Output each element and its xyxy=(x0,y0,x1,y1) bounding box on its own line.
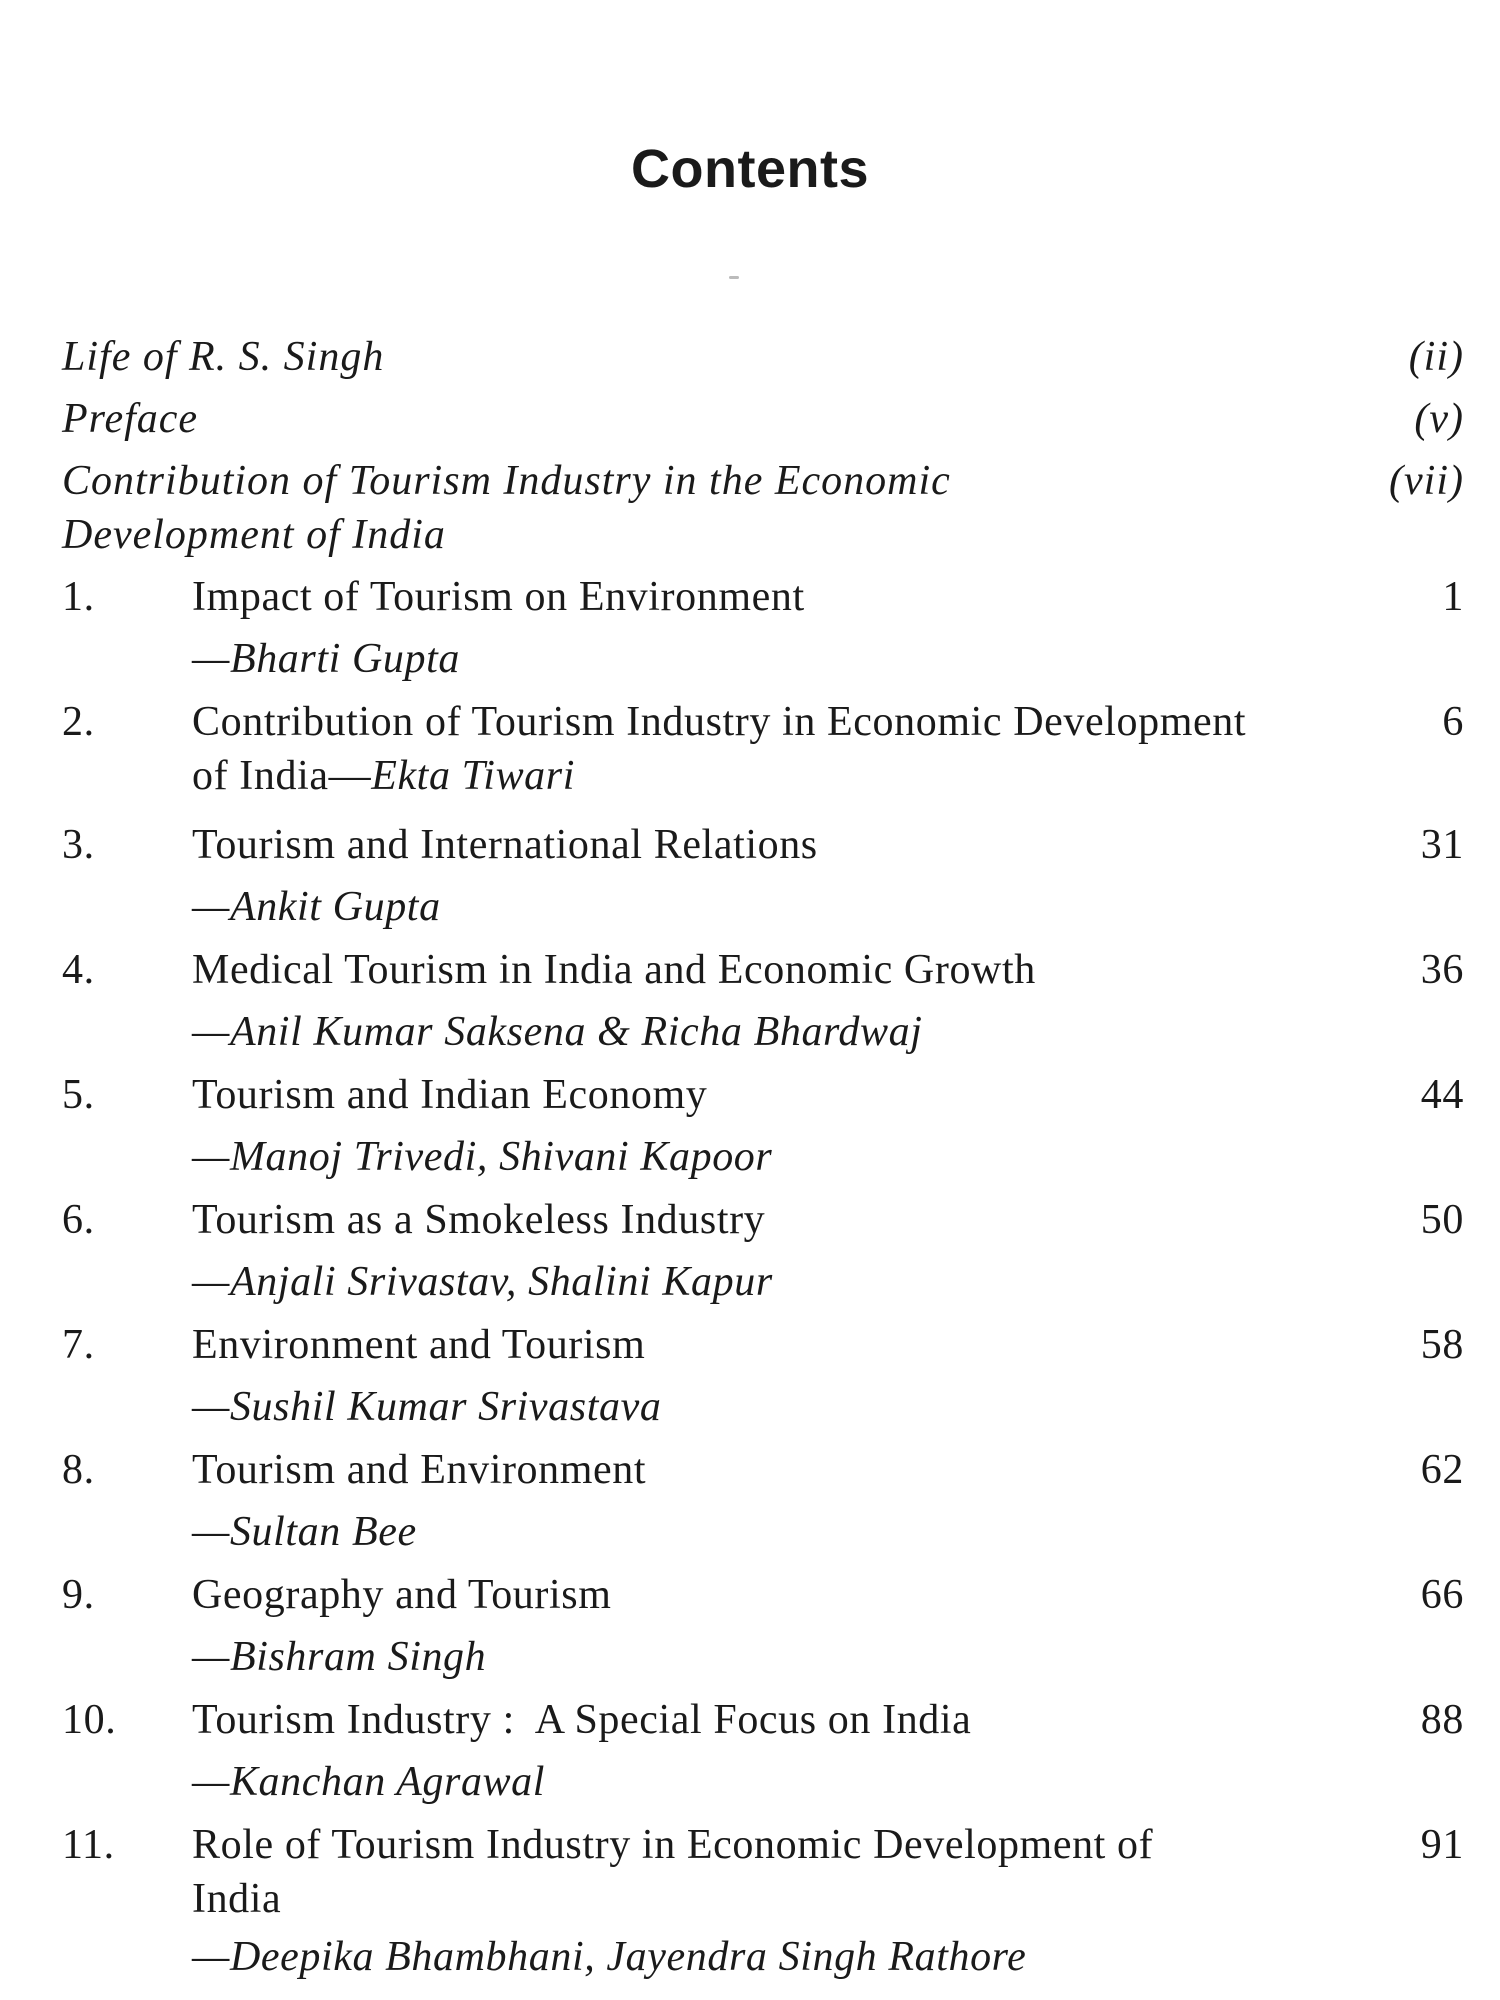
chapter-number: 10. xyxy=(62,1697,117,1743)
toc-chapter-2[interactable] xyxy=(62,695,1464,803)
chapter-author: —Anil Kumar Saksena & Richa Bhardwaj xyxy=(192,1009,923,1055)
chapter-number: 6. xyxy=(62,1197,95,1243)
chapter-title: Tourism as a Smokeless Industry xyxy=(192,1197,766,1243)
toc-page-number: (vii) xyxy=(1389,458,1464,504)
chapter-page-number: 44 xyxy=(1420,1072,1464,1118)
toc-chapter-9[interactable] xyxy=(62,1568,1464,1684)
toc-chapter-4[interactable] xyxy=(62,943,1464,1059)
chapter-author: —Ankit Gupta xyxy=(192,884,441,930)
chapter-number: 3. xyxy=(62,822,95,868)
toc-chapter-10[interactable] xyxy=(62,1693,1464,1809)
toc-chapter-1[interactable] xyxy=(62,570,1464,686)
toc-entry-life[interactable] xyxy=(62,330,1464,384)
toc-chapter-6[interactable] xyxy=(62,1193,1464,1309)
chapter-author: —Sushil Kumar Srivastava xyxy=(192,1384,662,1430)
chapter-author: —Kanchan Agrawal xyxy=(192,1759,546,1805)
chapter-page-number: 62 xyxy=(1420,1447,1464,1493)
chapter-author: Ekta Tiwari xyxy=(371,753,575,799)
chapter-page-number: 6 xyxy=(1442,699,1464,745)
chapter-page-number: 31 xyxy=(1420,822,1464,868)
chapter-number: 1. xyxy=(62,574,95,620)
chapter-author: —Anjali Srivastav, Shalini Kapur xyxy=(192,1259,773,1305)
chapter-number: 8. xyxy=(62,1447,95,1493)
page-title: Contents xyxy=(631,139,869,199)
chapter-number: 7. xyxy=(62,1322,95,1368)
toc-chapter-11[interactable] xyxy=(62,1818,1464,1984)
toc-chapter-3[interactable] xyxy=(62,818,1464,934)
chapter-page-number: 88 xyxy=(1420,1697,1464,1743)
chapter-number: 2. xyxy=(62,699,95,745)
toc-chapter-7[interactable] xyxy=(62,1318,1464,1434)
chapter-number: 11. xyxy=(62,1822,115,1868)
chapter-title: Tourism and Environment xyxy=(192,1447,647,1493)
chapter-number: 5. xyxy=(62,1072,95,1118)
chapter-title: Geography and Tourism xyxy=(192,1572,612,1618)
toc-entry-contribution-intro[interactable] xyxy=(62,454,1464,562)
chapter-title: Impact of Tourism on Environment xyxy=(192,574,805,620)
chapter-page-number: 36 xyxy=(1420,947,1464,993)
toc-chapter-5[interactable] xyxy=(62,1068,1464,1184)
toc-entry-label: Life of R. S. Singh xyxy=(62,334,385,380)
chapter-author: —Sultan Bee xyxy=(192,1509,417,1555)
chapter-number: 4. xyxy=(62,947,95,993)
chapter-number: 9. xyxy=(62,1572,95,1618)
chapter-title: Environment and Tourism xyxy=(192,1322,646,1368)
chapter-author: —Deepika Bhambhani, Jayendra Singh Rathore xyxy=(192,1934,1027,1980)
toc-chapter-8[interactable] xyxy=(62,1443,1464,1559)
chapter-title: Tourism and International Relations xyxy=(192,822,818,868)
chapter-title: Tourism and Indian Economy xyxy=(192,1072,708,1118)
chapter-page-number: 50 xyxy=(1420,1197,1464,1243)
chapter-author: —Bharti Gupta xyxy=(192,636,460,682)
toc-entry-label: Preface xyxy=(62,396,199,442)
toc-entry-label: Contribution of Tourism Industry in the Economic Development of India xyxy=(62,458,951,558)
chapter-page-number: 91 xyxy=(1420,1822,1464,1868)
chapter-title: Contribution of Tourism Industry in Economic Development of India— xyxy=(192,699,1247,799)
chapter-author: —Manoj Trivedi, Shivani Kapoor xyxy=(192,1134,773,1180)
stray-mark xyxy=(729,276,739,279)
chapter-title: Tourism Industry : A Special Focus on India xyxy=(192,1697,972,1743)
chapter-page-number: 58 xyxy=(1420,1322,1464,1368)
toc-page-number: (ii) xyxy=(1408,334,1464,380)
chapter-author: —Bishram Singh xyxy=(192,1634,487,1680)
toc-page-number: (v) xyxy=(1414,396,1464,442)
toc-entry-preface[interactable] xyxy=(62,392,1464,446)
chapter-page-number: 1 xyxy=(1442,574,1464,620)
chapter-title: Medical Tourism in India and Economic Growth xyxy=(192,947,1036,993)
chapter-title: Role of Tourism Industry in Economic Development of India xyxy=(192,1822,1154,1922)
chapter-page-number: 66 xyxy=(1420,1572,1464,1618)
